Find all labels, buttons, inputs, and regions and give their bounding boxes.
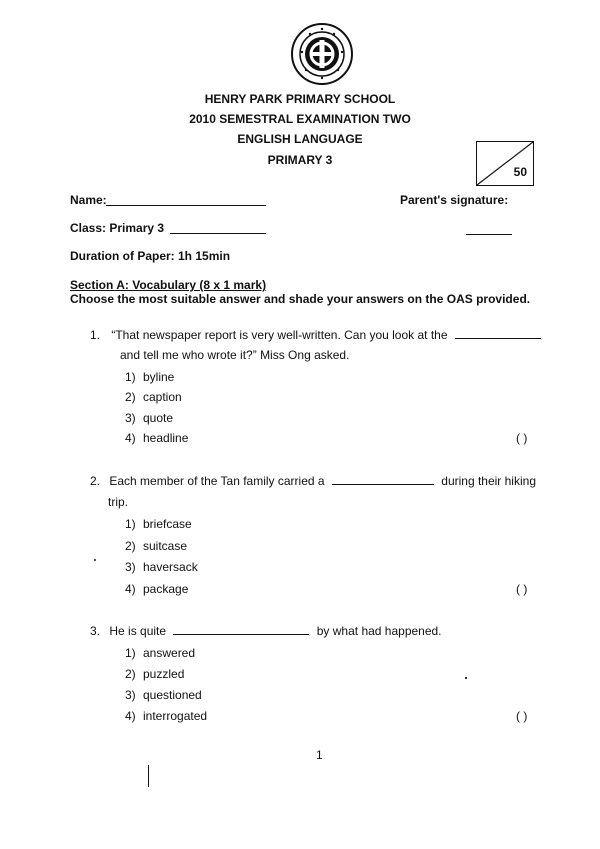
option-number: 2) xyxy=(125,667,136,681)
option-number: 2) xyxy=(125,390,136,404)
option-text: haversack xyxy=(143,560,198,574)
answer-blank xyxy=(455,328,541,339)
option-text: briefcase xyxy=(143,517,192,531)
option-text: questioned xyxy=(143,688,202,702)
option-number: 4) xyxy=(125,582,136,596)
scan-speck xyxy=(94,559,96,561)
option-1 xyxy=(125,646,195,660)
parent-signature-field[interactable] xyxy=(466,234,512,235)
exam-title: 2010 SEMESTRAL EXAMINATION TWO xyxy=(189,112,411,126)
answer-bracket[interactable]: ( ) xyxy=(516,709,528,723)
option-text: package xyxy=(143,582,189,596)
option-number: 3) xyxy=(125,411,136,425)
question-text-line2: and tell me who wrote it?” Miss Ong asked. xyxy=(120,348,350,362)
question-text: “That newspaper report is very well-written. Can you look at the xyxy=(111,328,448,342)
option-number: 4) xyxy=(125,431,136,445)
option-text: byline xyxy=(143,370,175,384)
option-1 xyxy=(125,370,174,384)
page-number: 1 xyxy=(316,748,323,762)
scan-speck xyxy=(465,677,467,679)
option-1 xyxy=(125,517,192,531)
option-text: interrogated xyxy=(143,709,208,723)
question-2 xyxy=(90,474,536,488)
school-name: HENRY PARK PRIMARY SCHOOL xyxy=(204,92,396,106)
question-text: Each member of the Tan family carried a xyxy=(109,474,325,488)
total-marks: 50 xyxy=(513,165,527,179)
option-number: 1) xyxy=(125,370,136,384)
option-number: 1) xyxy=(125,646,136,660)
class-label: Class: Primary 3 xyxy=(70,221,165,235)
parent-signature-label: Parent's signature: xyxy=(400,193,509,207)
question-text-line2: trip. xyxy=(108,495,129,509)
option-text: headline xyxy=(143,431,189,445)
option-3 xyxy=(125,688,202,702)
question-text-after: during their hiking xyxy=(441,474,536,488)
question-3 xyxy=(90,624,442,638)
question-text: He is quite xyxy=(109,624,167,638)
question-number: 2. xyxy=(90,474,101,488)
option-text: quote xyxy=(143,411,174,425)
subject-title: ENGLISH LANGUAGE xyxy=(237,132,363,146)
name-label: Name: xyxy=(70,193,107,207)
option-3 xyxy=(125,411,173,425)
option-3 xyxy=(125,560,198,574)
option-text: caption xyxy=(143,390,182,404)
answer-bracket[interactable]: ( ) xyxy=(516,431,528,445)
option-number: 3) xyxy=(125,560,136,574)
option-number: 4) xyxy=(125,709,136,723)
answer-blank xyxy=(173,624,309,635)
answer-blank xyxy=(332,474,434,485)
class-field[interactable] xyxy=(170,233,266,234)
option-text: puzzled xyxy=(143,667,185,681)
question-number: 1. xyxy=(90,328,101,342)
option-4 xyxy=(125,431,188,445)
duration-label: Duration of Paper: 1h 15min xyxy=(70,249,231,263)
option-2 xyxy=(125,390,182,404)
option-number: 3) xyxy=(125,688,136,702)
level-title: PRIMARY 3 xyxy=(267,153,333,167)
question-1 xyxy=(90,328,541,342)
option-2 xyxy=(125,667,184,681)
option-2 xyxy=(125,539,187,553)
option-text: answered xyxy=(143,646,196,660)
option-4 xyxy=(125,709,207,723)
section-instruction: Choose the most suitable answer and shade your answers on the OAS provided. xyxy=(70,292,531,306)
section-title: Section A: Vocabulary (8 x 1 mark) xyxy=(70,278,267,292)
option-4 xyxy=(125,582,188,596)
option-number: 1) xyxy=(125,517,136,531)
scan-mark-line xyxy=(148,765,149,787)
answer-bracket[interactable]: ( ) xyxy=(516,582,528,596)
school-crest-logo xyxy=(290,22,354,86)
option-number: 2) xyxy=(125,539,136,553)
name-field[interactable] xyxy=(106,205,266,206)
question-number: 3. xyxy=(90,624,101,638)
question-text-after: by what had happened. xyxy=(316,624,442,638)
option-text: suitcase xyxy=(143,539,188,553)
marks-box xyxy=(476,141,534,186)
